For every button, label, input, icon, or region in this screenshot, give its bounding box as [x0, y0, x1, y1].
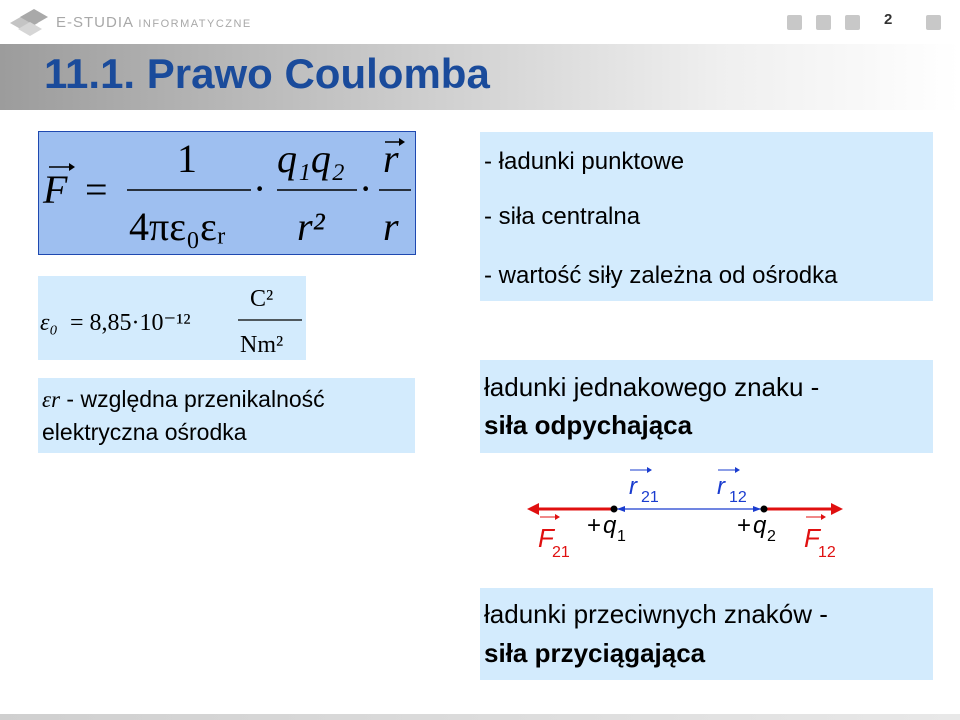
unit-vector-numerator: r [383, 136, 399, 181]
epsilon-r-line2: elektryczna ośrodka [42, 419, 247, 445]
logo [8, 5, 260, 39]
distance-squared: r² [297, 204, 325, 249]
epsilon0-value: = 8,85·10⁻¹² [70, 310, 191, 336]
q1-sign: + [587, 512, 602, 539]
q2-sign: + [737, 512, 752, 539]
unlike-charges-line1: ładunki przeciwnych znaków - [484, 599, 828, 629]
epsilon0-box [38, 276, 306, 360]
epsilon-r-description [42, 383, 412, 449]
logo-text [56, 14, 252, 31]
epsilon0-formula [38, 276, 306, 360]
q1-subscript: 1 [617, 528, 626, 545]
force-f12-label: F [804, 523, 820, 553]
epsilon0-symbol: ε₀ [40, 310, 58, 336]
logo-main-text: E-STUDIA [56, 13, 134, 31]
numerator-one: 1 [177, 136, 197, 181]
nav-first-button[interactable] [787, 15, 802, 30]
repulsion-diagram-svg [525, 463, 855, 568]
nav-prev-button[interactable] [816, 15, 831, 30]
epsilon-r-line1: - względna przenikalność [60, 386, 325, 412]
property-central-force: - siła centralna [484, 203, 641, 230]
vector-r12-subscript: 12 [729, 489, 747, 506]
vector-r21-label: r [629, 473, 637, 500]
logo-sub-text: INFORMATYCZNE [138, 17, 252, 30]
coulomb-formula-box [38, 131, 416, 255]
force-symbol: F [43, 167, 68, 212]
q2-label: q [753, 512, 767, 539]
property-point-charges: - ładunki punktowe [484, 148, 685, 175]
like-charges-line1: ładunki jednakowego znaku - [484, 372, 820, 402]
charges-product: q₁q₂ [277, 136, 345, 181]
nav-last-button[interactable] [926, 15, 941, 30]
q2-subscript: 2 [767, 528, 776, 545]
epsilon-r-symbol: εr [42, 387, 61, 412]
force-arrowhead-f12 [831, 503, 843, 515]
footer-bar [0, 714, 960, 720]
nav-next-button[interactable] [845, 15, 860, 30]
property-medium-dependence: - wartość siły zależna od ośrodka [484, 262, 838, 289]
logo-mark-icon [8, 5, 50, 39]
force-f12-subscript: 12 [818, 544, 836, 561]
force-f21-subscript: 21 [552, 544, 570, 561]
q1-label: q [603, 512, 617, 539]
unit-denominator: Nm² [240, 332, 284, 358]
page-number: 2 [884, 11, 893, 28]
dot-2: · [359, 166, 373, 211]
coulomb-formula [39, 132, 415, 254]
force-arrowhead-f21 [527, 503, 539, 515]
unlike-charges-line2: siła przyciągająca [484, 638, 706, 668]
unit-numerator: C² [250, 286, 274, 312]
like-charges-line2: siła odpychająca [484, 410, 693, 440]
repulsion-diagram [525, 463, 855, 568]
force-f21-label: F [538, 523, 554, 553]
page-title: 11.1. Prawo Coulomba [44, 50, 490, 97]
dot-1: · [253, 166, 267, 211]
vector-r12-label: r [717, 473, 725, 500]
vector-r21-subscript: 21 [641, 489, 659, 506]
denominator-4pi: 4πε₀εᵣ [129, 204, 226, 249]
unit-vector-denominator: r [383, 204, 399, 249]
equals-sign: = [85, 167, 108, 212]
